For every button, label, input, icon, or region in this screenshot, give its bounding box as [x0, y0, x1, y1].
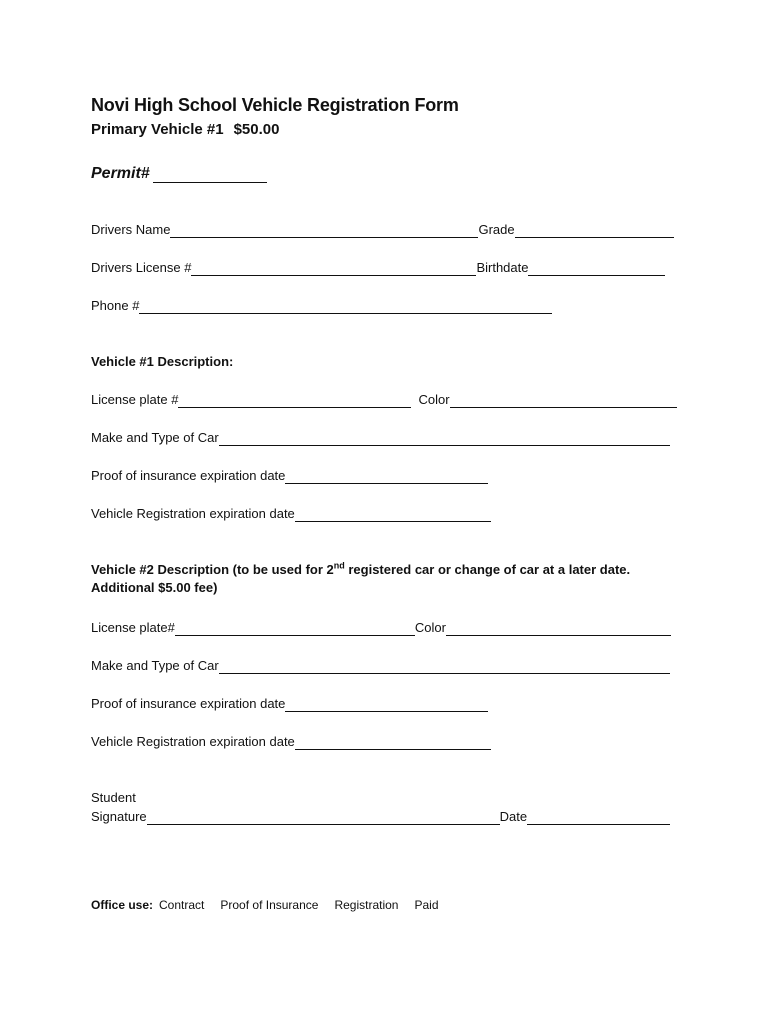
vehicle2-registration-label: Vehicle Registration expiration date [91, 734, 295, 749]
vehicle1-insurance-label: Proof of insurance expiration date [91, 468, 286, 483]
vehicle1-plate-row [91, 392, 677, 408]
office-use-label: Office use: [91, 898, 154, 912]
grade-label: Grade [478, 222, 515, 237]
office-use-registration: Registration [334, 898, 399, 912]
drivers-license-label: Drivers License # [91, 260, 192, 275]
date-label: Date [499, 809, 528, 824]
drivers-name-input-line[interactable] [170, 224, 478, 238]
vehicle1-license-plate-label: License plate # [91, 392, 179, 407]
phone-row [91, 298, 552, 314]
vehicle1-make-type-label: Make and Type of Car [91, 430, 219, 445]
vehicle2-insurance-input-line[interactable] [285, 698, 488, 712]
vehicle2-color-label: Color [414, 620, 446, 635]
form-subtitle [91, 121, 279, 138]
drivers-name-label: Drivers Name [91, 222, 171, 237]
vehicle1-color-label: Color [418, 392, 450, 407]
phone-label: Phone # [91, 298, 140, 313]
drivers-license-row [91, 260, 665, 276]
birthdate-input-line[interactable] [528, 262, 665, 276]
vehicle2-license-plate-input-line[interactable] [175, 622, 415, 636]
student-label: Student [91, 790, 136, 805]
vehicle2-heading-sup: nd [333, 560, 345, 571]
vehicle1-make-type-input-line[interactable] [219, 432, 670, 446]
signature-input-line[interactable] [147, 811, 500, 825]
birthdate-label: Birthdate [476, 260, 529, 275]
permit-field [91, 165, 267, 183]
vehicle2-make-type-label: Make and Type of Car [91, 658, 219, 673]
vehicle1-make-row [91, 430, 670, 446]
signature-row [91, 809, 670, 825]
vehicle2-heading-part1: Vehicle #2 Description (to be used for 2 [91, 562, 334, 577]
vehicle2-heading-line2: Additional $5.00 fee) [91, 580, 218, 595]
primary-vehicle-label: Primary Vehicle #1 [91, 121, 224, 138]
grade-input-line[interactable] [515, 224, 674, 238]
vehicle1-color-input-line[interactable] [450, 394, 677, 408]
vehicle2-make-type-input-line[interactable] [219, 660, 670, 674]
office-use-row [91, 898, 455, 912]
vehicle1-insurance-row [91, 468, 488, 484]
vehicle2-insurance-row [91, 696, 488, 712]
vehicle2-heading [91, 561, 630, 597]
permit-label: Permit# [91, 165, 150, 182]
vehicle1-license-plate-input-line[interactable] [178, 394, 411, 408]
vehicle2-color-input-line[interactable] [446, 622, 671, 636]
vehicle1-insurance-input-line[interactable] [285, 470, 488, 484]
vehicle1-registration-label: Vehicle Registration expiration date [91, 506, 295, 521]
signature-label: Signature [91, 809, 147, 824]
phone-input-line[interactable] [139, 300, 552, 314]
vehicle1-heading: Vehicle #1 Description: [91, 354, 234, 369]
vehicle2-make-row [91, 658, 670, 674]
drivers-name-row [91, 222, 674, 238]
vehicle1-registration-row [91, 506, 491, 522]
vehicle2-insurance-label: Proof of insurance expiration date [91, 696, 286, 711]
office-use-paid: Paid [414, 898, 439, 912]
vehicle2-license-plate-label: License plate# [91, 620, 175, 635]
vehicle2-registration-input-line[interactable] [295, 736, 491, 750]
vehicle1-registration-input-line[interactable] [295, 508, 491, 522]
office-use-contract: Contract [159, 898, 205, 912]
primary-vehicle-fee: $50.00 [233, 121, 280, 138]
date-input-line[interactable] [527, 811, 670, 825]
drivers-license-input-line[interactable] [191, 262, 476, 276]
permit-input-line[interactable] [153, 168, 267, 183]
office-use-proof-of-insurance: Proof of Insurance [220, 898, 319, 912]
vehicle2-plate-row [91, 620, 671, 636]
form-title: Novi High School Vehicle Registration Form [91, 95, 459, 115]
vehicle2-heading-part2: registered car or change of car at a later date. [344, 562, 631, 577]
vehicle2-registration-row [91, 734, 491, 750]
